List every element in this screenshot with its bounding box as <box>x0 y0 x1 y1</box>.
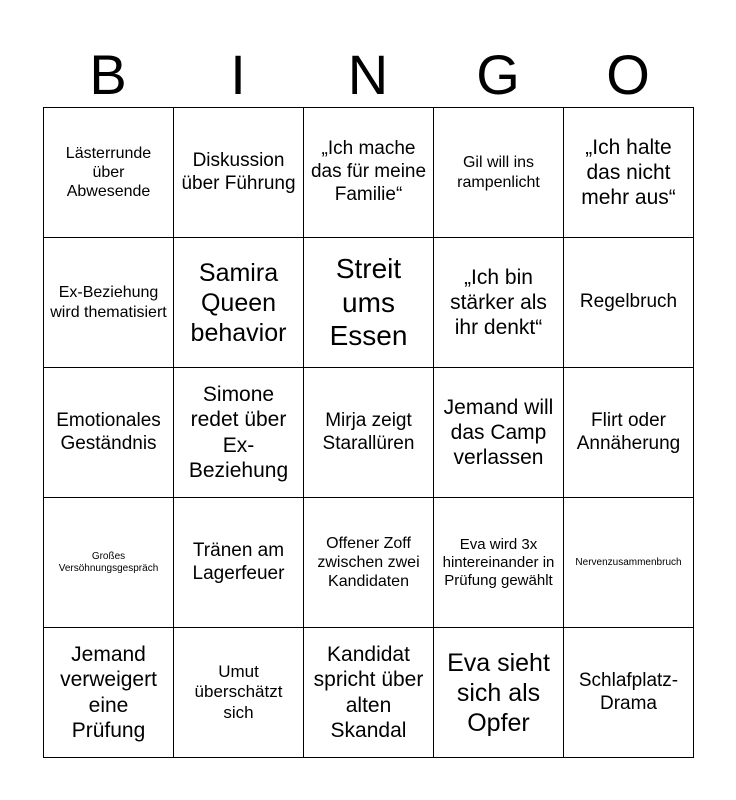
bingo-cell[interactable]: Lästerrunde über Abwesende <box>44 108 174 238</box>
header-letter-b: B <box>89 43 127 106</box>
header-letter-n: N <box>347 43 389 106</box>
bingo-cell[interactable]: Großes Versöhnungsgespräch <box>44 498 174 628</box>
board-row <box>44 368 694 498</box>
bingo-cell[interactable]: Streit ums Essen <box>304 238 434 368</box>
bingo-cell[interactable]: Jemand will das Camp verlassen <box>434 368 564 498</box>
bingo-cell[interactable]: Mirja zeigt Starallüren <box>304 368 434 498</box>
bingo-cell[interactable]: Samira Queen behavior <box>174 238 304 368</box>
bingo-cell[interactable]: Schlafplatz-Drama <box>564 628 694 758</box>
board-row <box>44 498 694 628</box>
bingo-cell[interactable]: Nervenzusammenbruch <box>564 498 694 628</box>
bingo-header <box>43 44 693 106</box>
board-row <box>44 628 694 758</box>
bingo-cell[interactable]: Simone redet über Ex-Beziehung <box>174 368 304 498</box>
bingo-cell[interactable]: Flirt oder Annäherung <box>564 368 694 498</box>
bingo-cell[interactable]: „Ich halte das nicht mehr aus“ <box>564 108 694 238</box>
bingo-cell[interactable]: Tränen am Lagerfeuer <box>174 498 304 628</box>
bingo-cell[interactable]: Ex-Beziehung wird thematisiert <box>44 238 174 368</box>
board-row <box>44 108 694 238</box>
bingo-cell[interactable]: Diskussion über Führung <box>174 108 304 238</box>
header-letter-g: G <box>476 43 520 106</box>
bingo-cell[interactable]: Jemand verweigert eine Prüfung <box>44 628 174 758</box>
bingo-cell[interactable]: Emotionales Geständnis <box>44 368 174 498</box>
bingo-board <box>43 107 694 758</box>
bingo-cell[interactable]: „Ich mache das für meine Familie“ <box>304 108 434 238</box>
bingo-cell[interactable]: Umut überschätzt sich <box>174 628 304 758</box>
bingo-cell[interactable]: Kandidat spricht über alten Skandal <box>304 628 434 758</box>
bingo-cell[interactable]: Eva wird 3x hintereinander in Prüfung gewählt <box>434 498 564 628</box>
bingo-cell[interactable]: „Ich bin stärker als ihr denkt“ <box>434 238 564 368</box>
bingo-cell[interactable]: Offener Zoff zwischen zwei Kandidaten <box>304 498 434 628</box>
header-letter-i: I <box>230 43 246 106</box>
bingo-cell[interactable]: Regelbruch <box>564 238 694 368</box>
bingo-cell[interactable]: Eva sieht sich als Opfer <box>434 628 564 758</box>
board-row <box>44 238 694 368</box>
header-letter-o: O <box>606 43 650 106</box>
bingo-cell[interactable]: Gil will ins rampenlicht <box>434 108 564 238</box>
